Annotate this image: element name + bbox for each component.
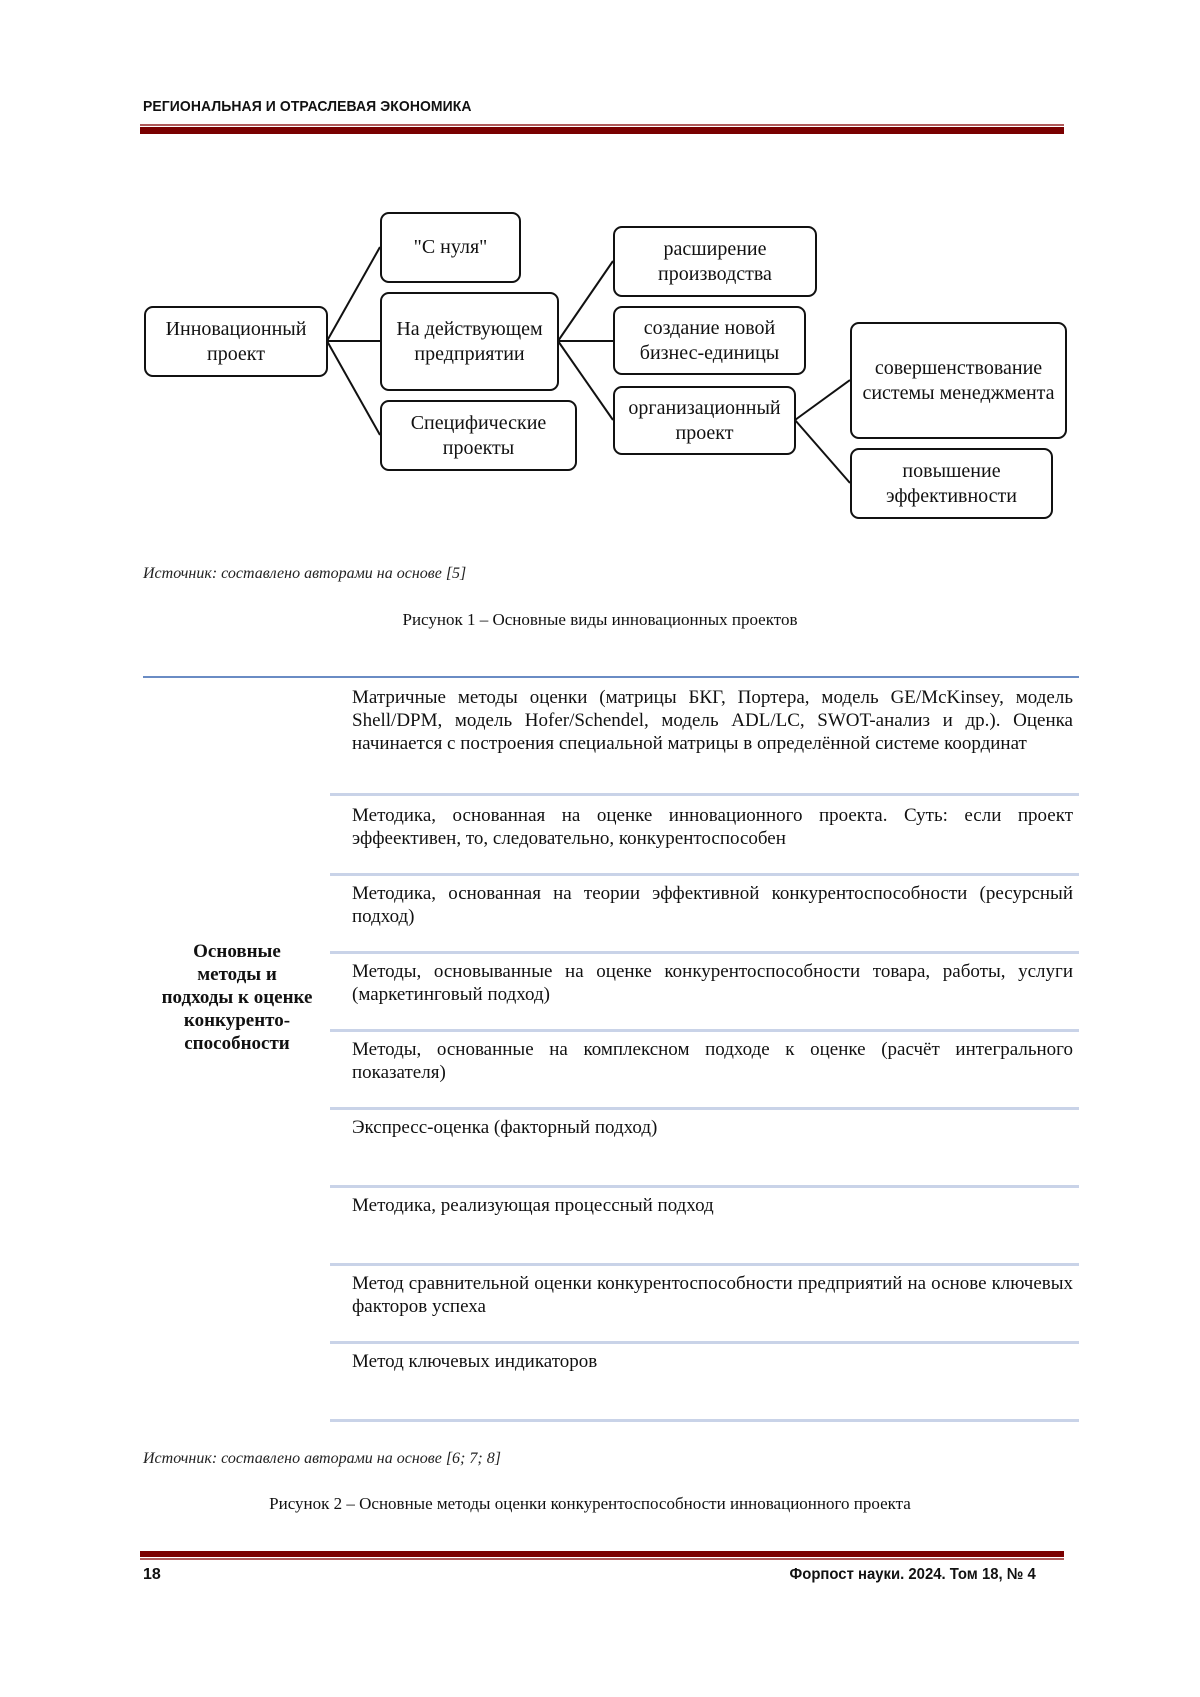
edge-org-management bbox=[795, 380, 850, 420]
method-text: Экспресс-оценка (факторный подход) bbox=[352, 1117, 658, 1138]
section-title: РЕГИОНАЛЬНАЯ И ОТРАСЛЕВАЯ ЭКОНОМИКА bbox=[143, 98, 472, 115]
method-text: Метод сравнительной оценки конкурентоспособности предприятий на основе ключевых факторов успеха bbox=[352, 1273, 1073, 1317]
method-text: Методы, основанные на комплексном подходе к оценке (расчёт интегрального показателя) bbox=[352, 1039, 1073, 1083]
figure1-caption: Рисунок 1 – Основные виды инновационных проектов bbox=[402, 610, 798, 629]
method-text: Методы, основыванные на оценке конкурентоспособности товара, работы, услуги (маркетинговый подход) bbox=[352, 961, 1073, 1005]
method-item bbox=[330, 1272, 1079, 1344]
row-separator bbox=[330, 1029, 1079, 1032]
node-organizational-project: организационный проект bbox=[613, 386, 796, 455]
method-text: Методика, основанная на оценке инновационного проекта. Суть: если проект эффеективен, то, следовательно, конкурентоспособен bbox=[352, 805, 1073, 849]
node-existing-enterprise: На действующем предприятии bbox=[380, 292, 559, 391]
figure2-top-line bbox=[143, 676, 1079, 678]
figure2-source: Источник: составлено авторами на основе [6; 7; 8] bbox=[143, 1450, 501, 1467]
node-innovation-project: Инновационный проект bbox=[144, 306, 328, 377]
row-separator bbox=[330, 1185, 1079, 1188]
row-separator bbox=[330, 873, 1079, 876]
method-item bbox=[330, 882, 1079, 954]
method-item bbox=[330, 1116, 1079, 1188]
method-text: Методика, реализующая процессный подход bbox=[352, 1195, 714, 1216]
method-text: Метод ключевых индикаторов bbox=[352, 1351, 598, 1372]
node-production-expansion: расширение производства bbox=[613, 226, 817, 297]
method-item bbox=[330, 1038, 1079, 1110]
method-item bbox=[330, 960, 1079, 1032]
row-separator bbox=[330, 1107, 1079, 1110]
row-separator bbox=[330, 1419, 1079, 1422]
journal-citation: Форпост науки. 2024. Том 18, № 4 bbox=[789, 1566, 1036, 1583]
row-separator bbox=[330, 951, 1079, 954]
method-text: Матричные методы оценки (матрицы БКГ, Портера, модель GE/McKinsey, модель Shell/DPM, модель Hofer/Schendel, модель ADL/LC, SWOT-анализ и др.). Оценка начинается с построения специальной матрицы в определённой системе координат bbox=[352, 687, 1073, 754]
node-specific-projects: Специфические проекты bbox=[380, 400, 577, 471]
node-efficiency-increase: повышение эффективности bbox=[850, 448, 1053, 519]
edge-root-specific bbox=[327, 341, 380, 435]
edge-org-efficiency bbox=[795, 420, 850, 483]
edge-existing-expansion bbox=[558, 261, 613, 341]
footer-rule bbox=[140, 1551, 1064, 1560]
method-item bbox=[330, 686, 1079, 796]
figure2-category-label: Основные методы и подходы к оценке конкуренто-способности bbox=[161, 941, 313, 1054]
node-new-business-unit: создание новой бизнес-единицы bbox=[613, 306, 806, 375]
row-separator bbox=[330, 1341, 1079, 1344]
node-from-scratch: "С нуля" bbox=[380, 212, 521, 283]
row-separator bbox=[330, 793, 1079, 796]
method-item bbox=[330, 1350, 1079, 1422]
method-item bbox=[330, 1194, 1079, 1266]
edge-root-from-scratch bbox=[327, 247, 380, 341]
page-number: 18 bbox=[143, 1566, 161, 1583]
node-management-improvement: совершенствование системы менеджмента bbox=[850, 322, 1067, 439]
figure1-source: Источник: составлено авторами на основе [5] bbox=[143, 565, 467, 582]
method-item bbox=[330, 804, 1079, 876]
figure2-caption: Рисунок 2 – Основные методы оценки конкурентоспособности инновационного проекта bbox=[269, 1494, 911, 1513]
method-text: Методика, основанная на теории эффективной конкурентоспособности (ресурсный подход) bbox=[352, 883, 1073, 927]
row-separator bbox=[330, 1263, 1079, 1266]
